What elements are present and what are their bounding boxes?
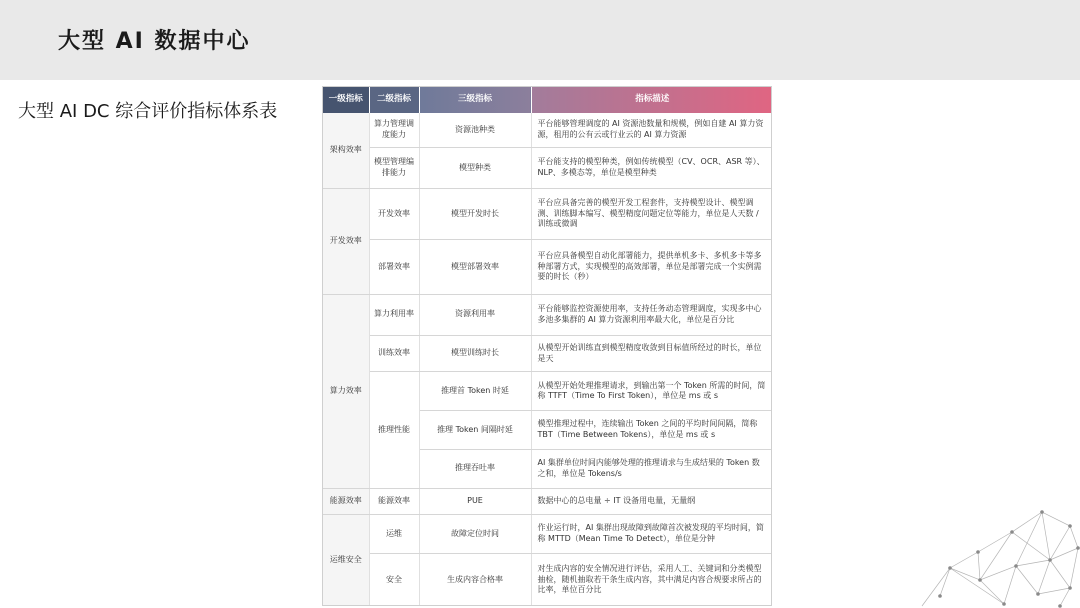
level2-cell: 安全 <box>369 553 419 606</box>
description-cell: AI 集群单位时间内能够处理的推理请求与生成结果的 Token 数之和，单位是 Tokens/s <box>531 449 772 488</box>
description-cell: 模型推理过程中，连续输出 Token 之间的平均时间间隔，简称 TBT（Time Between Tokens），单位是 ms 或 s <box>531 411 772 450</box>
level3-cell: 资源池种类 <box>419 113 531 148</box>
table-row <box>323 553 772 606</box>
indicator-table <box>323 87 772 606</box>
description-cell: 从模型开始处理推理请求，到输出第一个 Token 所需的时间，简称 TTFT（Time To First Token），单位是 ms 或 s <box>531 372 772 411</box>
level2-cell: 能源效率 <box>369 488 419 515</box>
indicator-table-container <box>322 86 772 606</box>
table-row <box>323 335 772 372</box>
level3-cell: 模型开发时长 <box>419 188 531 239</box>
description-cell: 作业运行时，AI 集群出现故障到故障首次被发现的平均时间，简称 MTTD（Mean Time To Detect），单位是分钟 <box>531 515 772 554</box>
level1-ops: 运维安全 <box>323 515 369 606</box>
description-cell: 平台能够管理调度的 AI 资源池数量和规模，例如自建 AI 算力资源，租用的公有云或行业云的 AI 算力资源 <box>531 113 772 148</box>
description-cell: 数据中心的总电量 ÷ IT 设备用电量，无量纲 <box>531 488 772 515</box>
level1-arch: 架构效率 <box>323 113 369 188</box>
level2-cell: 开发效率 <box>369 188 419 239</box>
header-level3: 三级指标 <box>419 87 531 113</box>
level1-dev: 开发效率 <box>323 188 369 294</box>
level3-cell: 故障定位时间 <box>419 515 531 554</box>
level1-compute: 算力效率 <box>323 294 369 488</box>
level3-cell: 模型种类 <box>419 148 531 189</box>
header-level1: 一级指标 <box>323 87 369 113</box>
level3-cell: 模型部署效率 <box>419 239 531 294</box>
level3-cell: 生成内容合格率 <box>419 553 531 606</box>
level2-cell: 算力管理调度能力 <box>369 113 419 148</box>
table-row <box>323 239 772 294</box>
level2-cell: 模型管理编排能力 <box>369 148 419 189</box>
level3-cell: 模型训练时长 <box>419 335 531 372</box>
table-row <box>323 188 772 239</box>
level2-cell: 推理性能 <box>369 372 419 488</box>
description-cell: 从模型开始训练直到模型精度收敛到目标值所经过的时长，单位是天 <box>531 335 772 372</box>
description-cell: 对生成内容的安全情况进行评估，采用人工、关键词和分类模型抽检，随机抽取若干条生成内容，其中满足内容合规要求所占的比率，单位百分比 <box>531 553 772 606</box>
level1-energy: 能源效率 <box>323 488 369 515</box>
network-mesh-icon <box>920 508 1080 608</box>
table-row <box>323 488 772 515</box>
table-row <box>323 148 772 189</box>
level2-cell: 部署效率 <box>369 239 419 294</box>
page-title: 大型 AI 数据中心 <box>58 29 251 54</box>
table-row <box>323 515 772 554</box>
table-row <box>323 294 772 335</box>
page-subtitle: 大型 AI DC 综合评价指标体系表 <box>18 101 278 122</box>
header-description: 指标描述 <box>531 87 772 113</box>
description-cell: 平台能支持的模型种类，例如传统模型（CV、OCR、ASR 等）、NLP、多模态等，单位是模型种类 <box>531 148 772 189</box>
level3-cell: 推理 Token 间隔时延 <box>419 411 531 450</box>
header-level2: 二级指标 <box>369 87 419 113</box>
table-row <box>323 113 772 148</box>
level2-cell: 算力利用率 <box>369 294 419 335</box>
table-header-row <box>323 87 772 113</box>
level3-cell: 推理吞吐率 <box>419 449 531 488</box>
description-cell: 平台能够监控资源使用率，支持任务动态管理调度，实现多中心多池多集群的 AI 算力资源利用率最大化，单位是百分比 <box>531 294 772 335</box>
level3-cell: PUE <box>419 488 531 515</box>
level3-cell: 推理首 Token 时延 <box>419 372 531 411</box>
description-cell: 平台应具备完善的模型开发工程套件，支持模型设计、模型调测、训练脚本编写、模型精度问题定位等能力，单位是人天数 / 训练或微调 <box>531 188 772 239</box>
level2-cell: 训练效率 <box>369 335 419 372</box>
description-cell: 平台应具备模型自动化部署能力，提供单机多卡、多机多卡等多种部署方式，实现模型的高效部署，单位是部署完成一个实例需要的时长（秒） <box>531 239 772 294</box>
table-row <box>323 372 772 411</box>
level2-cell: 运维 <box>369 515 419 554</box>
level3-cell: 资源利用率 <box>419 294 531 335</box>
